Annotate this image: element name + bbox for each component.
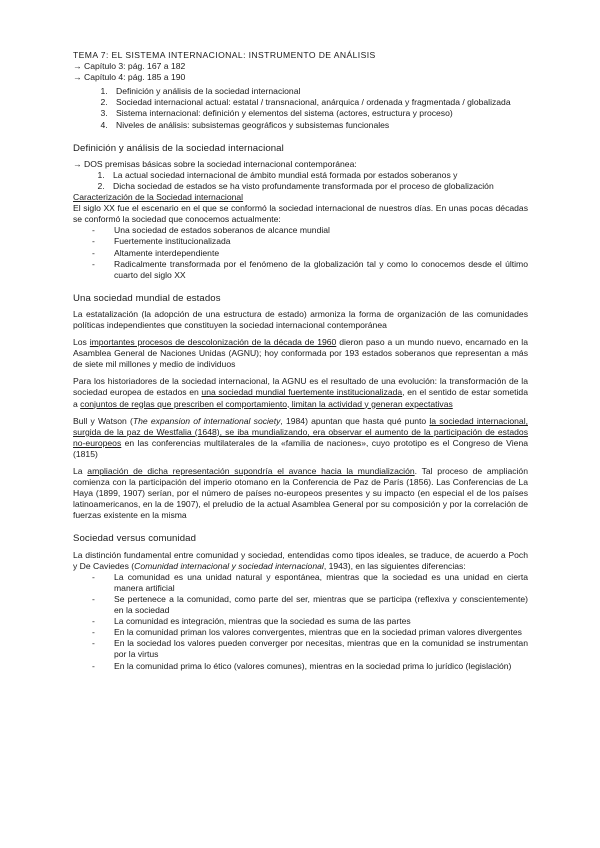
premise-intro: → DOS premisas básicas sobre la sociedad internacional contemporánea: <box>73 158 357 169</box>
page-title: TEMA 7: EL SISTEMA INTERNACIONAL: INSTRUMENTO DE ANÁLISIS <box>73 50 376 60</box>
book-title: The expansion of international society <box>132 415 281 426</box>
paragraph: La distinción fundamental entre comunidad y sociedad, entendidas como tipos ideales, se traduce, de acuerdo a Poch y De Caviedes (Comunidad internacional y sociedad internacional, 1943), en las siguientes diferencias: <box>73 549 528 571</box>
bullet-item: - Altamente interdependiente <box>92 248 528 259</box>
document-page <box>73 50 528 672</box>
underlined-text: conjuntos de reglas que prescriben el comportamiento, limitan la actividad y generan expectativas <box>80 398 453 409</box>
paragraph: El siglo XX fue el escenario en el que se conformó la sociedad internacional de nuestros días. En unas pocas décadas se conformó la sociedad que conocemos actualmente: <box>73 203 528 225</box>
bullet-item: - En la sociedad los valores pueden converger por necesitas, mientras que en la comunidad se instrumentan por la virtus <box>92 638 528 660</box>
bullet-item: - Radicalmente transformada por el fenómeno de la globalización tal y como lo conocemos desde el último cuarto del siglo XX <box>92 259 528 281</box>
chapter-ref: → Capítulo 3: pág. 167 a 182 <box>73 61 186 72</box>
bullet-list <box>73 572 528 672</box>
paragraph: Los importantes procesos de descolonización de la década de 1960 dieron paso a un mundo nuevo, encarnado en la Asamblea General de Naciones Unidas (AGNU); hoy conformada por 193 estados soberanos que representan a más de siete mil millones y medio de individuos <box>73 337 528 370</box>
bullet-item: - Se pertenece a la comunidad, como parte del ser, mientras que se participa (reflexiva y conscientemente) en la sociedad <box>92 594 528 616</box>
section-heading: Sociedad versus comunidad <box>73 533 197 545</box>
underlined-text: la sociedad internacional, surgida de la paz de Westfalia (1648), se iba mundializando, era observar el aumento de la participación de estados no-europeos <box>73 415 528 448</box>
bullet-item: - Fuertemente institucionalizada <box>92 236 528 247</box>
premise-item: 1. La actual sociedad internacional de ámbito mundial está formada por estados soberanos y <box>107 170 528 181</box>
paragraph: Bull y Watson (The expansion of international society, 1984) apuntan que hasta qué punto la sociedad internacional, surgida de la paz de Westfalia (1648), se iba mundializando, era observar el aumento de la participación de estados no-europeos en las conferencias multilaterales de la «familia de naciones», cuyo prototipo es el Congreso de Viena (1815) <box>73 415 528 459</box>
bullet-list <box>73 225 528 280</box>
topic-item: 2. Sociedad internacional actual: estatal / transnacional, anárquica / ordenada y fragmentada / globalizada <box>110 97 528 108</box>
topic-list <box>73 86 528 130</box>
premise-list <box>73 170 528 192</box>
chapter-ref: → Capítulo 4: pág. 185 a 190 <box>73 72 186 83</box>
bullet-item: - En la comunidad priman los valores convergentes, mientras que en la sociedad priman valores divergentes <box>92 627 528 638</box>
section-heading: Definición y análisis de la sociedad internacional <box>73 142 284 154</box>
section-heading: Una sociedad mundial de estados <box>73 292 221 304</box>
underlined-text: importantes procesos de descolonización de la década de 1960 <box>89 337 337 348</box>
bullet-item: - La comunidad es una unidad natural y espontánea, mientras que la sociedad es una unidad en cierta manera artificial <box>92 572 528 594</box>
bullet-item: - La comunidad es integración, mientras que la sociedad es suma de las partes <box>92 616 528 627</box>
subheading: Caracterización de la Sociedad internacional <box>73 192 244 203</box>
premise-item: 2. Dicha sociedad de estados se ha visto profundamente transformada por el proceso de globalización <box>107 181 528 192</box>
topic-item: 4. Niveles de análisis: subsistemas geográficos y subsistemas funcionales <box>110 120 528 131</box>
bullet-item: - Una sociedad de estados soberanos de alcance mundial <box>92 225 528 236</box>
paragraph: Para los historiadores de la sociedad internacional, la AGNU es el resultado de una evolución: la transformación de la sociedad europea de estados en una sociedad mundial fuertemente institucionalizada, en el sentido de estar sometida a conjuntos de reglas que prescriben el comportamiento, limitan la actividad y generan expectativas <box>73 376 528 409</box>
paragraph: La estatalización (la adopción de una estructura de estado) armoniza la forma de organización de las comunidades políticas independientes que constituyen la sociedad internacional contemporánea <box>73 308 528 330</box>
bullet-item: - En la comunidad prima lo ético (valores comunes), mientras en la sociedad prima lo jurídico (legislación) <box>92 661 528 672</box>
book-title: Comunidad internacional y sociedad internacional <box>134 560 324 571</box>
topic-item: 1. Definición y análisis de la sociedad internacional <box>110 86 528 97</box>
underlined-text: ampliación de dicha representación supondría el avance hacia la mundialización <box>87 466 415 476</box>
topic-item: 3. Sistema internacional: definición y elementos del sistema (actores, estructura y proceso) <box>110 108 528 119</box>
underlined-text: una sociedad mundial fuertemente institucionalizada <box>201 387 403 398</box>
paragraph: La ampliación de dicha representación supondría el avance hacia la mundialización. Tal proceso de ampliación comienza con la participación del imperio otomano en la Conferencia de Paz de París (1856). Las Conferencias de La Haya (1899, 1907) serían, por el número de países no-europeos presentes y su impacto (en especial el de los países latinoamericanos, en la de 1907), el preludio de la actual Asamblea General por su composición y por la correlación de fuerzas existente en la misma <box>73 466 528 521</box>
